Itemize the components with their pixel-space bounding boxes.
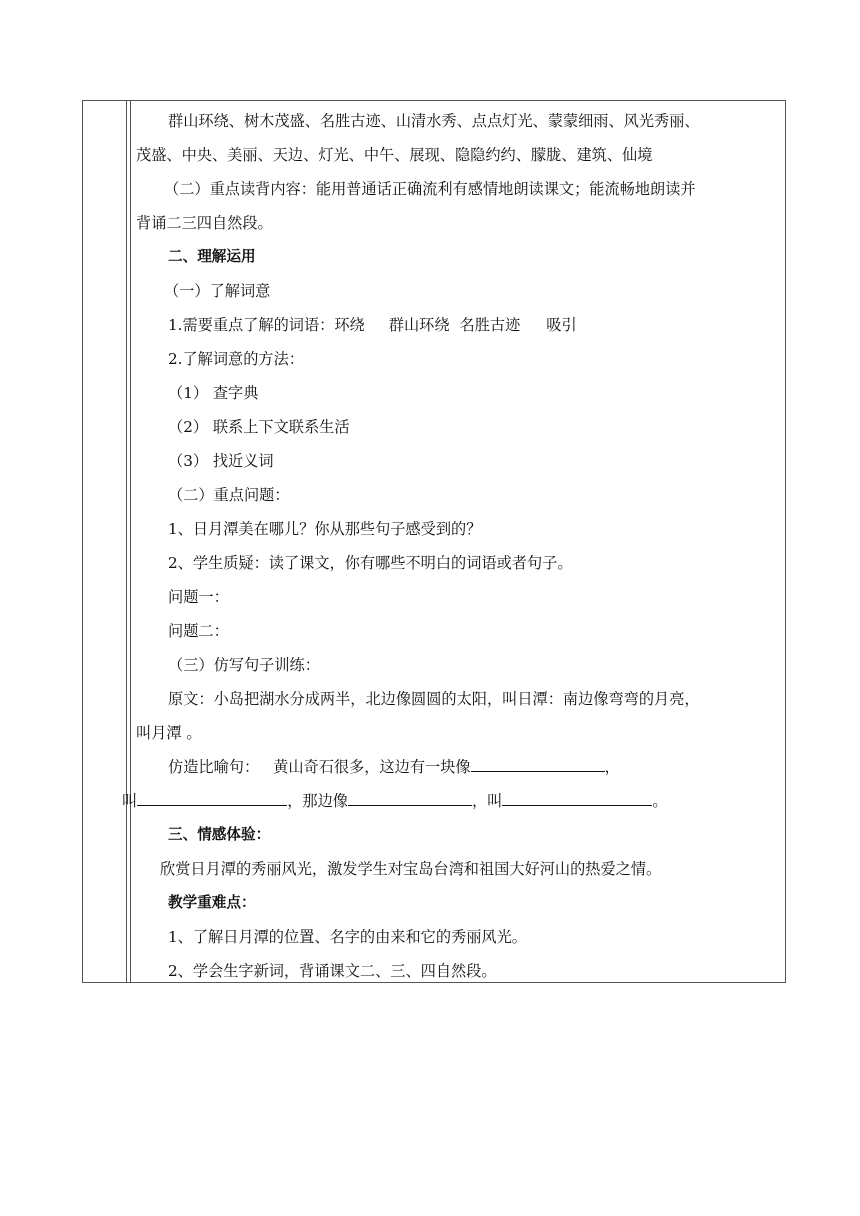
- key-word-2: 群山环绕: [388, 316, 450, 334]
- simile-text: 黄山奇石很多，这边有一块像: [273, 758, 471, 776]
- original-text-line-1: 原文：小岛把湖水分成两半，北边像圆圆的太阳，叫日潭：南边像弯弯的月亮，: [168, 690, 700, 708]
- question-2: 2、学生质疑：读了课文，你有哪些不明白的词语或者句子。: [168, 554, 573, 572]
- question-slot-2: 问题二：: [168, 622, 229, 640]
- simile-call-2: ，叫: [471, 792, 503, 810]
- simile-comma: ，: [604, 758, 620, 776]
- simile-other-side: ，那边像: [287, 792, 348, 810]
- question-1: 1、日月潭美在哪儿？你从那些句子感受到的？: [168, 520, 482, 538]
- subheading-word-meaning: （一）了解词意: [164, 282, 271, 300]
- recitation-goal-line-2: 背诵二三四自然段。: [136, 214, 273, 232]
- method-item-2: （2） 联系上下文联系生活: [168, 418, 350, 436]
- difficulty-2: 2、学会生字新词，背诵课文二、三、四自然段。: [168, 962, 497, 980]
- simile-label: 仿造比喻句：: [168, 758, 260, 776]
- simile-period: 。: [652, 792, 668, 810]
- key-word-3: 名胜古迹: [459, 316, 521, 334]
- fill-blank-4[interactable]: [502, 787, 652, 806]
- simile-call-1: 叫: [122, 792, 138, 810]
- section-heading-emotion: 三、情感体验：: [168, 826, 271, 843]
- subheading-key-questions: （二）重点问题：: [168, 486, 290, 504]
- method-item-1: （1） 查字典: [168, 384, 259, 402]
- key-word-4: 吸引: [546, 316, 577, 334]
- question-slot-1: 问题一：: [168, 588, 229, 606]
- vocab-line-2: 茂盛、中央、美丽、天边、灯光、中午、展现、隐隐约约、朦胧、建筑、仙境: [136, 146, 653, 164]
- fill-blank-3[interactable]: [348, 787, 472, 806]
- lesson-plan-content: [122, 104, 776, 988]
- method-heading: 2.了解词意的方法：: [168, 350, 304, 368]
- original-text-line-2: 叫月潭 。: [136, 724, 202, 742]
- fill-blank-2[interactable]: [137, 787, 287, 806]
- recitation-goal-line-1: （二）重点读背内容：能用普通话正确流利有感情地朗读课文；能流畅地朗读并: [164, 180, 696, 198]
- emotion-goal: 欣赏日月潭的秀丽风光，激发学生对宝岛台湾和祖国大好河山的热爱之情。: [160, 860, 662, 878]
- difficulty-1: 1、了解日月潭的位置、名字的由来和它的秀丽风光。: [168, 928, 527, 946]
- key-words-label: 1.需要重点了解的词语：环绕: [168, 316, 365, 334]
- vocab-line-1: 群山环绕、树木茂盛、名胜古迹、山清水秀、点点灯光、蒙蒙细雨、风光秀丽、: [168, 112, 700, 130]
- method-item-3: （3） 找近义词: [168, 452, 274, 470]
- table-column-divider: [126, 101, 127, 982]
- key-words-line: [136, 308, 776, 342]
- simile-line-1: [136, 750, 776, 784]
- fill-blank-1[interactable]: [471, 753, 605, 772]
- simile-line-2: [122, 784, 776, 818]
- section-heading-key-difficulties: 教学重难点：: [168, 894, 256, 911]
- table-column-divider-inner: [130, 101, 131, 982]
- subheading-imitation: （三）仿写句子训练：: [168, 656, 320, 674]
- section-heading-understanding: 二、理解运用: [168, 248, 256, 265]
